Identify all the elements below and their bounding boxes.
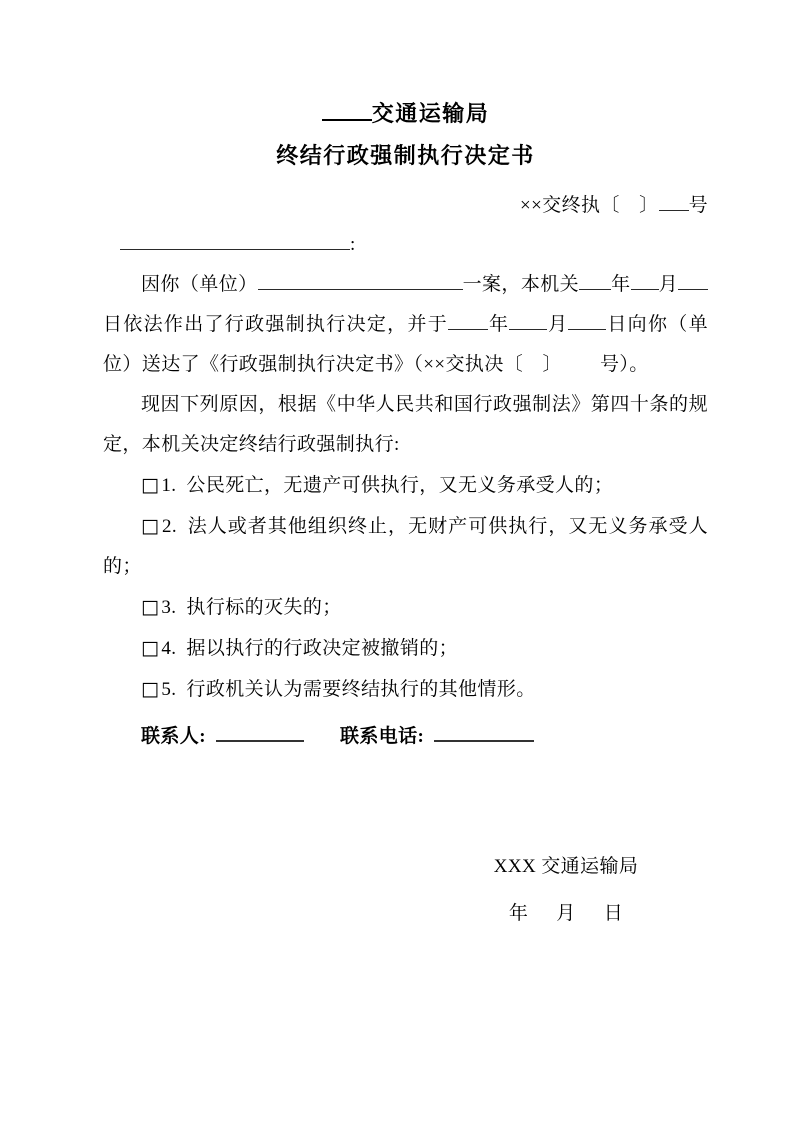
checkbox-reason-2[interactable]: □ <box>141 515 160 537</box>
reason-number: 2. <box>162 516 178 537</box>
sign-month-space <box>576 918 604 919</box>
checkbox-reason-1[interactable]: □ <box>141 474 160 496</box>
reason-text: 行政机关认为需要终结执行的其他情形。 <box>186 679 536 700</box>
reason-list <box>103 465 708 710</box>
spacer <box>176 490 186 491</box>
signature-date-line <box>466 894 666 934</box>
reason-item-1 <box>103 465 708 506</box>
delivery-day-blank[interactable] <box>568 310 606 330</box>
contact-line <box>103 716 708 758</box>
spacer <box>176 612 186 613</box>
contact-person-blank[interactable] <box>216 721 304 742</box>
case-intro-text: 因你（单位） <box>141 274 258 295</box>
reason-text: 据以执行的行政决定被撤销的； <box>186 638 459 659</box>
org-title-line <box>103 95 708 133</box>
addressee-name-blank[interactable] <box>120 230 350 250</box>
reason-text: 公民死亡，无遗产可供执行，又无义务承受人的； <box>186 475 614 496</box>
reason-number: 5. <box>161 679 177 700</box>
reason-text: 执行标的灭失的； <box>186 597 342 618</box>
reason-item-4 <box>103 628 708 669</box>
paragraph-case-intro <box>103 265 708 385</box>
checkbox-reason-5[interactable]: □ <box>141 678 160 700</box>
spacer <box>206 741 216 742</box>
sign-day-label: 日 <box>603 903 624 924</box>
addressee-line <box>103 225 708 265</box>
doc-number-prefix: ××交终执〔 〕 <box>519 195 659 216</box>
reason-number: 4. <box>161 638 177 659</box>
contact-person-label: 联系人: <box>141 726 206 747</box>
sign-year-label: 年 <box>508 903 529 924</box>
case-intro-text: 日依法作出了行政强制执行决定，并于 <box>103 314 449 335</box>
spacer <box>176 694 186 695</box>
org-name-blank[interactable] <box>322 97 372 121</box>
reason-item-5 <box>103 669 708 710</box>
checkbox-reason-3[interactable]: □ <box>141 596 160 618</box>
decision-day-blank[interactable] <box>678 270 708 290</box>
signature-org-name: XXX 交通运输局 <box>493 856 639 877</box>
reason-number: 3. <box>161 597 177 618</box>
month-label: 月 <box>547 314 569 335</box>
month-label: 月 <box>658 274 679 295</box>
sign-month-label: 月 <box>556 903 576 924</box>
reason-text: 法人或者其他组织终止，无财产可供执行，又无义务承受人的； <box>103 516 708 577</box>
spacer <box>177 531 187 532</box>
paragraph-legal-basis <box>103 385 708 465</box>
case-intro-text: 一案，本机关 <box>462 274 580 295</box>
spacer <box>424 741 434 742</box>
doc-ref-number-space <box>562 369 600 370</box>
case-intro-text: 日向你（单位）送达了《行政强制执行决定书》（××交执决〔 〕 <box>103 314 708 375</box>
checkbox-reason-4[interactable]: □ <box>141 637 160 659</box>
delivery-year-blank[interactable] <box>448 310 488 330</box>
doc-number-suffix: 号 <box>688 195 708 216</box>
spacer <box>304 741 340 742</box>
party-name-blank[interactable] <box>258 270 463 290</box>
case-intro-text: 号）。 <box>599 354 649 375</box>
spacer <box>176 653 186 654</box>
reason-number: 1. <box>161 475 177 496</box>
legal-basis-text: 现因下列原因，根据《中华人民共和国行政强制法》第四十条的规定，本机关决定终结行政强制执行: <box>103 394 708 455</box>
doc-title: 终结行政强制执行决定书 <box>276 143 535 168</box>
decision-month-blank[interactable] <box>631 270 659 290</box>
contact-phone-blank[interactable] <box>434 721 534 742</box>
addressee-colon: : <box>350 234 356 255</box>
org-title-text: 交通运输局 <box>371 101 490 126</box>
reason-item-2 <box>103 506 708 587</box>
decision-year-blank[interactable] <box>579 270 611 290</box>
year-label: 年 <box>611 274 631 295</box>
year-label: 年 <box>488 314 510 335</box>
signature-block <box>466 850 666 934</box>
reason-item-3 <box>103 587 708 628</box>
sign-year-space <box>528 918 556 919</box>
doc-number-line <box>103 189 708 223</box>
delivery-month-blank[interactable] <box>509 310 547 330</box>
contact-phone-label: 联系电话: <box>339 726 425 747</box>
doc-number-blank[interactable] <box>659 191 689 211</box>
